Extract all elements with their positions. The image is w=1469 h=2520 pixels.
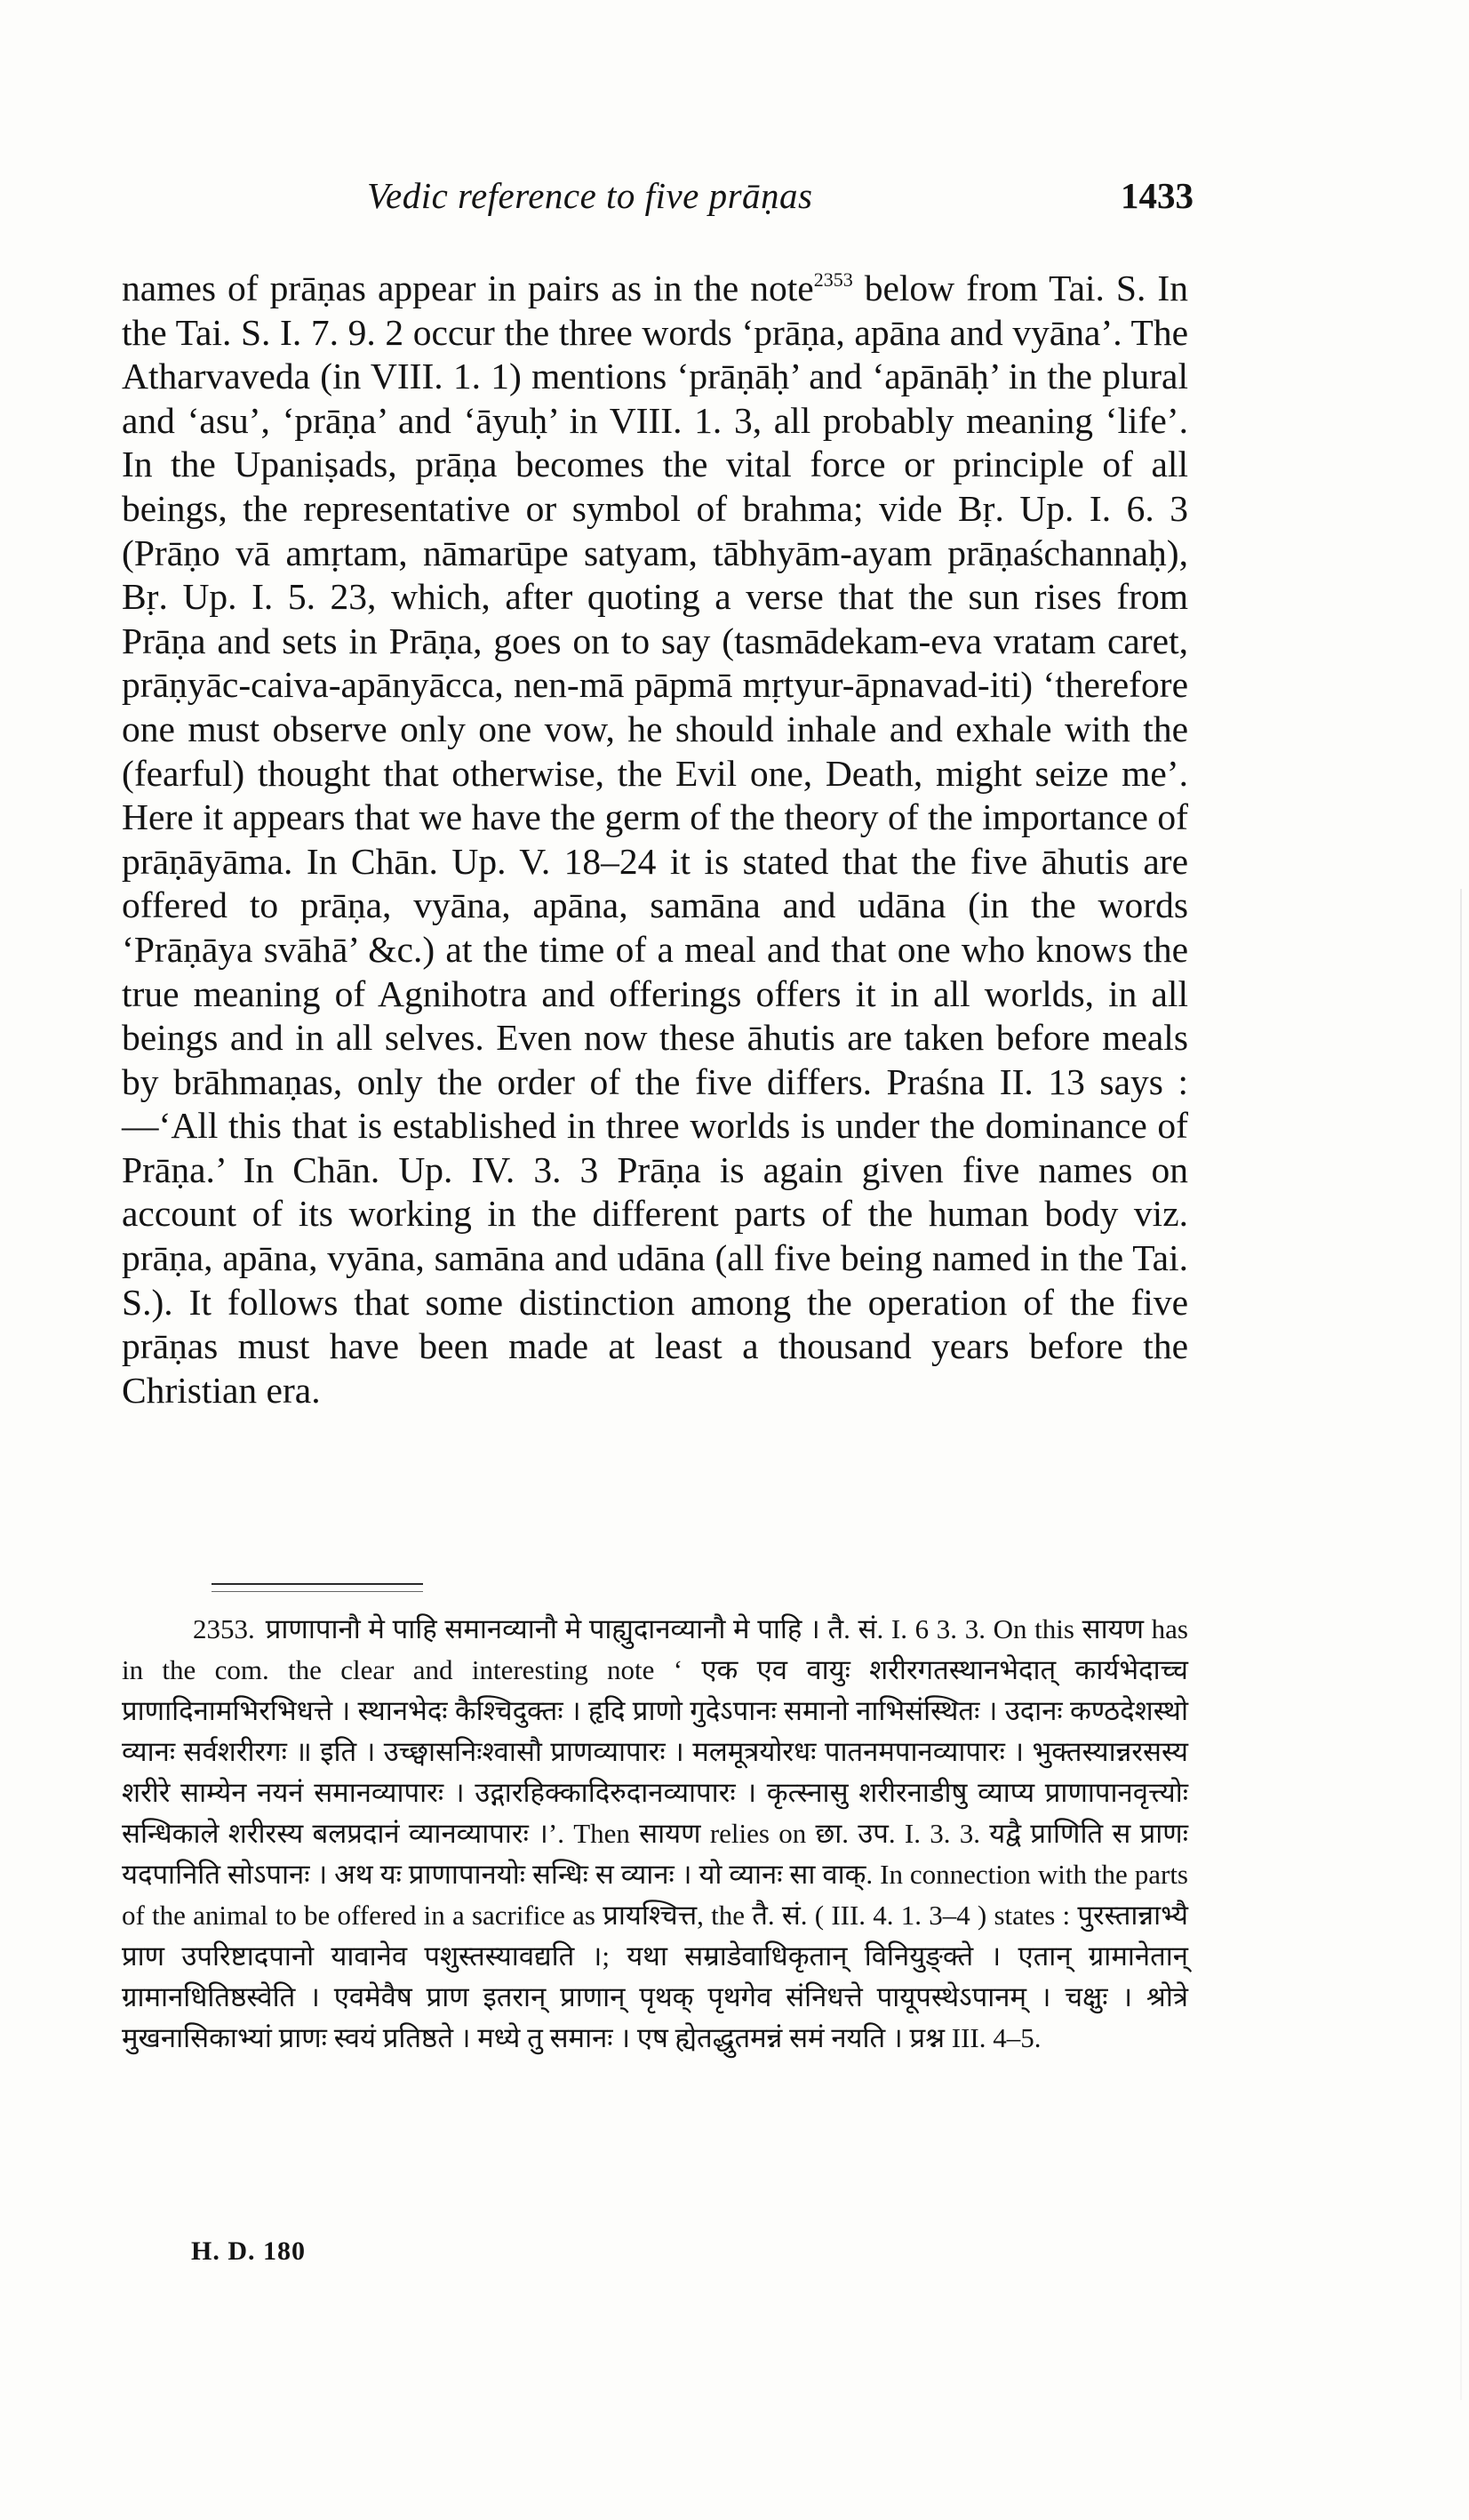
printer-signature: H. D. 180	[191, 2236, 306, 2266]
paragraph-lead: names of prāṇas appear in pairs as in the note	[122, 268, 814, 308]
footnote-separator	[212, 1583, 423, 1585]
running-head	[123, 174, 1194, 228]
footnote-text: प्राणापानौ मे पाहि समानव्यानौ मे पाह्युदानव्यानौ मे पाहि । तै. सं. I. 6 3. 3. On this सायण has in the com. the clear and interesting note ‘ एक एव वायुः शरीरगतस्थानभेदात् कार्यभेदाच्च प्राणादिनामभिरभिधत्ते । स्थानभेदः कैश्चिदुक्तः । हृदि प्राणो गुदेऽपानः समानो नाभिसंस्थितः । उदानः कण्ठदेशस्थो व्यानः सर्वशरीरगः ॥ इति । उच्छ्वासनिःश्वासौ प्राणव्यापारः । मलमूत्रयोरधः पातनमपानव्यापारः । भुक्तस्यान्नरसस्य शरीरे साम्येन नयनं समानव्यापारः । उद्गारहिक्कादिरुदानव्यापारः । कृत्स्नासु शरीरनाडीषु व्याप्य प्राणापानवृत्त्योः सन्धिकाले शरीरस्य बलप्रदानं व्यानव्यापारः ।’. Then सायण relies on छा. उप. I. 3. 3. यद्वै प्राणिति स प्राणः यदपानिति सोऽपानः । अथ यः प्राणापानयोः सन्धिः स व्यानः । यो व्यानः सा वाक्. In connection with the parts of the animal to be offered in a sacrifice as प्रायश्चित्त, the तै. सं. ( III. 4. 1. 3–4 ) states : पुरस्तान्नाभ्यै प्राण उपरिष्टादपानो यावानेव पशुस्तस्यावद्यति ।; यथा सम्राडेवाधिकृतान् विनियुङ्क्ते । एतान् ग्रामानेतान् ग्रामानधितिष्ठस्वेति । एवमेवैष प्राण इतरान् प्राणान् पृथक् पृथगेव संनिधत्ते पायूपस्थेऽपानम् । चक्षुः । श्रोत्रे मुखनासिकाभ्यां प्राणः स्वयं प्रतिष्ठते । मध्ये तु समानः । एष ह्येतद्धुतमन्नं समं नयति । प्रश्न III. 4–5.	[122, 1613, 1188, 2053]
running-title: Vedic reference to five prāṇas	[367, 175, 813, 216]
main-text	[122, 267, 1188, 1412]
page-number: 1433	[1121, 175, 1194, 216]
footnote-number: 2353.	[193, 1613, 255, 1644]
scan-margin-shadow	[1460, 889, 1462, 2400]
paragraph-body: below from Tai. S. In the Tai. S. I. 7. 9. 2 occur the three words ‘prāṇa, apāna and vyāna’. The Atharvaveda (in VIII. 1. 1) mentions ‘prāṇāḥ’ and ‘apānāḥ’ in the plural and ‘asu’, ‘prāṇa’ and ‘āyuḥ’ in VIII. 1. 3, all probably meaning ‘life’. In the Upaniṣads, prāṇa becomes the vital force or principle of all beings, the representative or symbol of brahma; vide Bṛ. Up. I. 6. 3 (Prāṇo vā amṛtam, nāmarūpe satyam, tābhyām-ayam prāṇaśchannaḥ), Bṛ. Up. I. 5. 23, which, after quoting a verse that the sun rises from Prāṇa and sets in Prāṇa, goes on to say (tasmādekam-eva vratam caret, prāṇyāc-caiva-apānyācca, nen-mā pāpmā mṛtyur-āpnavad-iti) ‘therefore one must observe only one vow, he should inhale and exhale with the (fearful) thought that otherwise, the Evil one, Death, might seize me’. Here it appears that we have the germ of the theory of the importance of prāṇāyāma. In Chān. Up. V. 18–24 it is stated that the five āhutis are offered to prāṇa, vyāna, apāna, samāna and udāna (in the words ‘Prāṇāya svāhā’ &c.) at the time of a meal and that one who knows the true meaning of Agnihotra and offerings offers it in all worlds, in all beings and in all selves. Even now these āhutis are taken before meals by brāhmaṇas, only the order of the five differs. Praśna II. 13 says :—‘All this that is established in three worlds is under the dominance of Prāṇa.’ In Chān. Up. IV. 3. 3 Prāṇa is again given five names on account of its working in the different parts of the human body viz. prāṇa, apāna, vyāna, samāna and udāna (all five being named in the Tai. S.). It follows that some distinction among the operation of the five prāṇas must have been made at least a thousand years before the Christian era.	[122, 268, 1188, 1411]
main-paragraph	[122, 267, 1188, 1412]
footnote-separator-secondary	[212, 1591, 423, 1592]
footnote-reference: 2353	[813, 268, 853, 291]
footnote	[122, 1609, 1188, 2059]
